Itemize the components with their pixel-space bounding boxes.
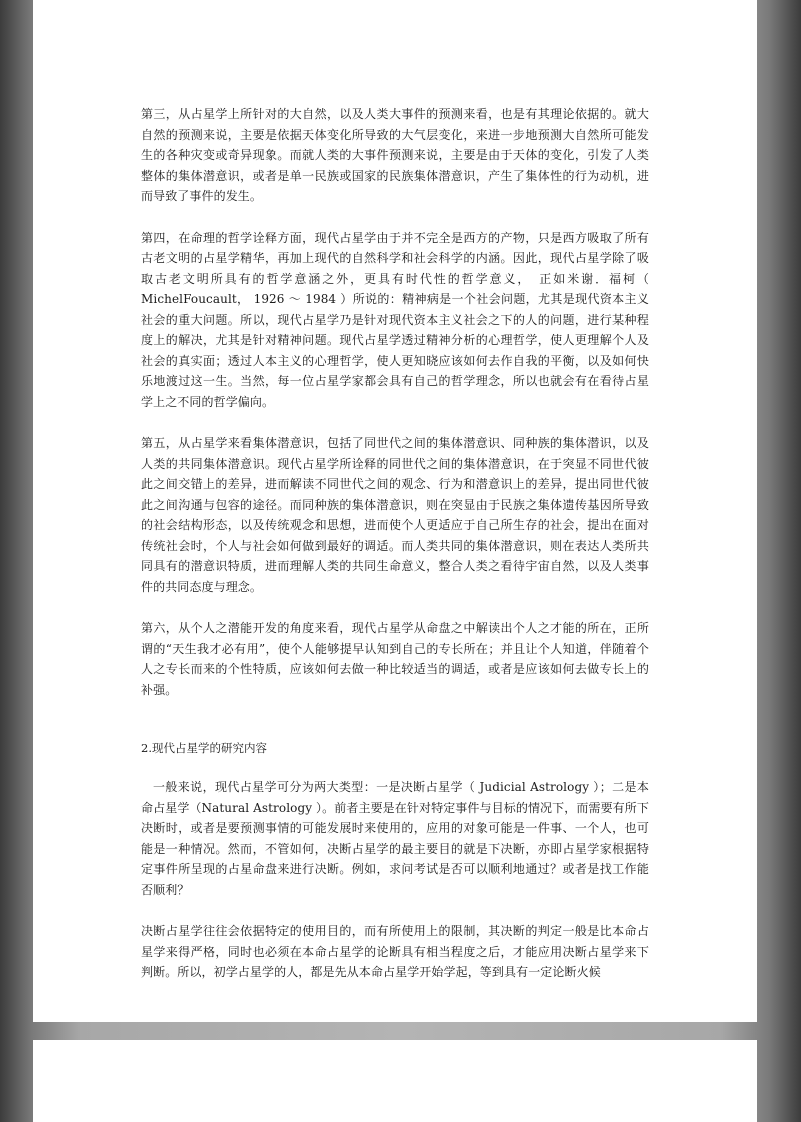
section-heading: 2.现代占星学的研究内容 [141, 741, 267, 755]
paragraph-fifth: 第五，从占星学来看集体潜意识，包括了同世代之间的集体潜意识、同种族的集体潜识，以及人类的共同集体潜意识。现代占星学所诠释的同世代之间的集体潜意识，在于突显不同世代彼此之间交错上的差异，进而解读不同世代之间的观念、行为和潜意识上的差异，提出同世代彼此之间沟通与包容的途径。而同种族的集体潜意识，则在突显由于民族之集体遗传基因所导致的社会结构形态，以及传统观念和思想，进而使个人更适应于自己所生存的社会，提出在面对传统社会时，个人与社会如何做到最好的调适。而人类共同的集体潜意识，则在表达人类所共同具有的潜意识特质，进而理解人类的共同生命意义，整合人类之看待宇宙自然，以及人类事件的共同态度与理念。 [141, 436, 649, 594]
paragraph-third: 第三，从占星学上所针对的大自然，以及人类大事件的预测来看，也是有其理论依据的。就大自然的预测来说，主要是依据天体变化所导致的大气层变化，来进一步地预测大自然所可能发生的各种灾变或奇异现象。而就人类的大事件预测来说，主要是由于天体的变化，引发了人类整体的集体潜意识，或者是单一民族或国家的民族集体潜意识，产生了集体性的行为动机，进而导致了事件的发生。 [141, 107, 649, 203]
document-page [33, 0, 757, 1022]
paragraph-fourth: 第四，在命理的哲学诠释方面，现代占星学由于并不完全是西方的产物，只是西方吸取了所有古老文明的占星学精华，再加上现代的自然科学和社会科学的内涵。因此，现代占星学除了吸取古老文明所具有的哲学意涵之外，更具有时代性的哲学意义， 正如米谢．福柯（ MichelFoucault， 1926 ～ 1984 ）所说的：精神病是一个社会问题，尤其是现代资本主义社会的重大问题。所以，现代占星学乃是针对现代资本主义社会之下的人的问题，进行某种程度上的解决，尤其是针对精神问题。现代占星学透过精神分析的心理哲学，使人更理解个人及社会的真实面；透过人本主义的心理哲学，使人更知晓应该如何去作自我的平衡，以及如何快乐地渡过这一生。当然，每一位占星学家都会具有自己的哲学理念，所以也就会有在看待占星学上之不同的哲学偏向。 [141, 230, 649, 409]
next-page [33, 1040, 757, 1122]
paragraph-judicial-astrology: 决断占星学往往会依据特定的使用目的，而有所使用上的限制，其决断的判定一般是比本命占星学来得严格，同时也必须在本命占星学的论断具有相当程度之后，才能应用决断占星学来下判断。所以，初学占星学的人，都是先从本命占星学开始学起，等到具有一定论断火候 [141, 924, 649, 979]
paragraph-sixth: 第六，从个人之潜能开发的角度来看，现代占星学从命盘之中解读出个人之才能的所在，正所谓的“天生我才必有用”，使个人能够提早认知到自己的专长所在；并且让个人知道，伴随着个人之专长而来的个性特质，应该如何去做一种比较适当的调适，或者是应该如何去做专长上的补强。 [141, 621, 649, 697]
paragraph-astrology-types: 一般来说，现代占星学可分为两大类型：一是决断占星学（ Judicial Astrology ）；二是本命占星学（Natural Astrology ）。前者主要是在针对特定事件与目标的情况下，而需要有所下决断时，或者是要预测事情的可能发展时来使用的，应用的对象可能是一件事、一个人，也可能是一种情况。然而，不管如何，决断占星学的最主要目的就是下决断，亦即占星学家根据特定事件所呈现的占星命盘来进行决断。例如，求问考试是否可以顺利地通过？或者是找工作能否顺利？ [141, 780, 649, 897]
